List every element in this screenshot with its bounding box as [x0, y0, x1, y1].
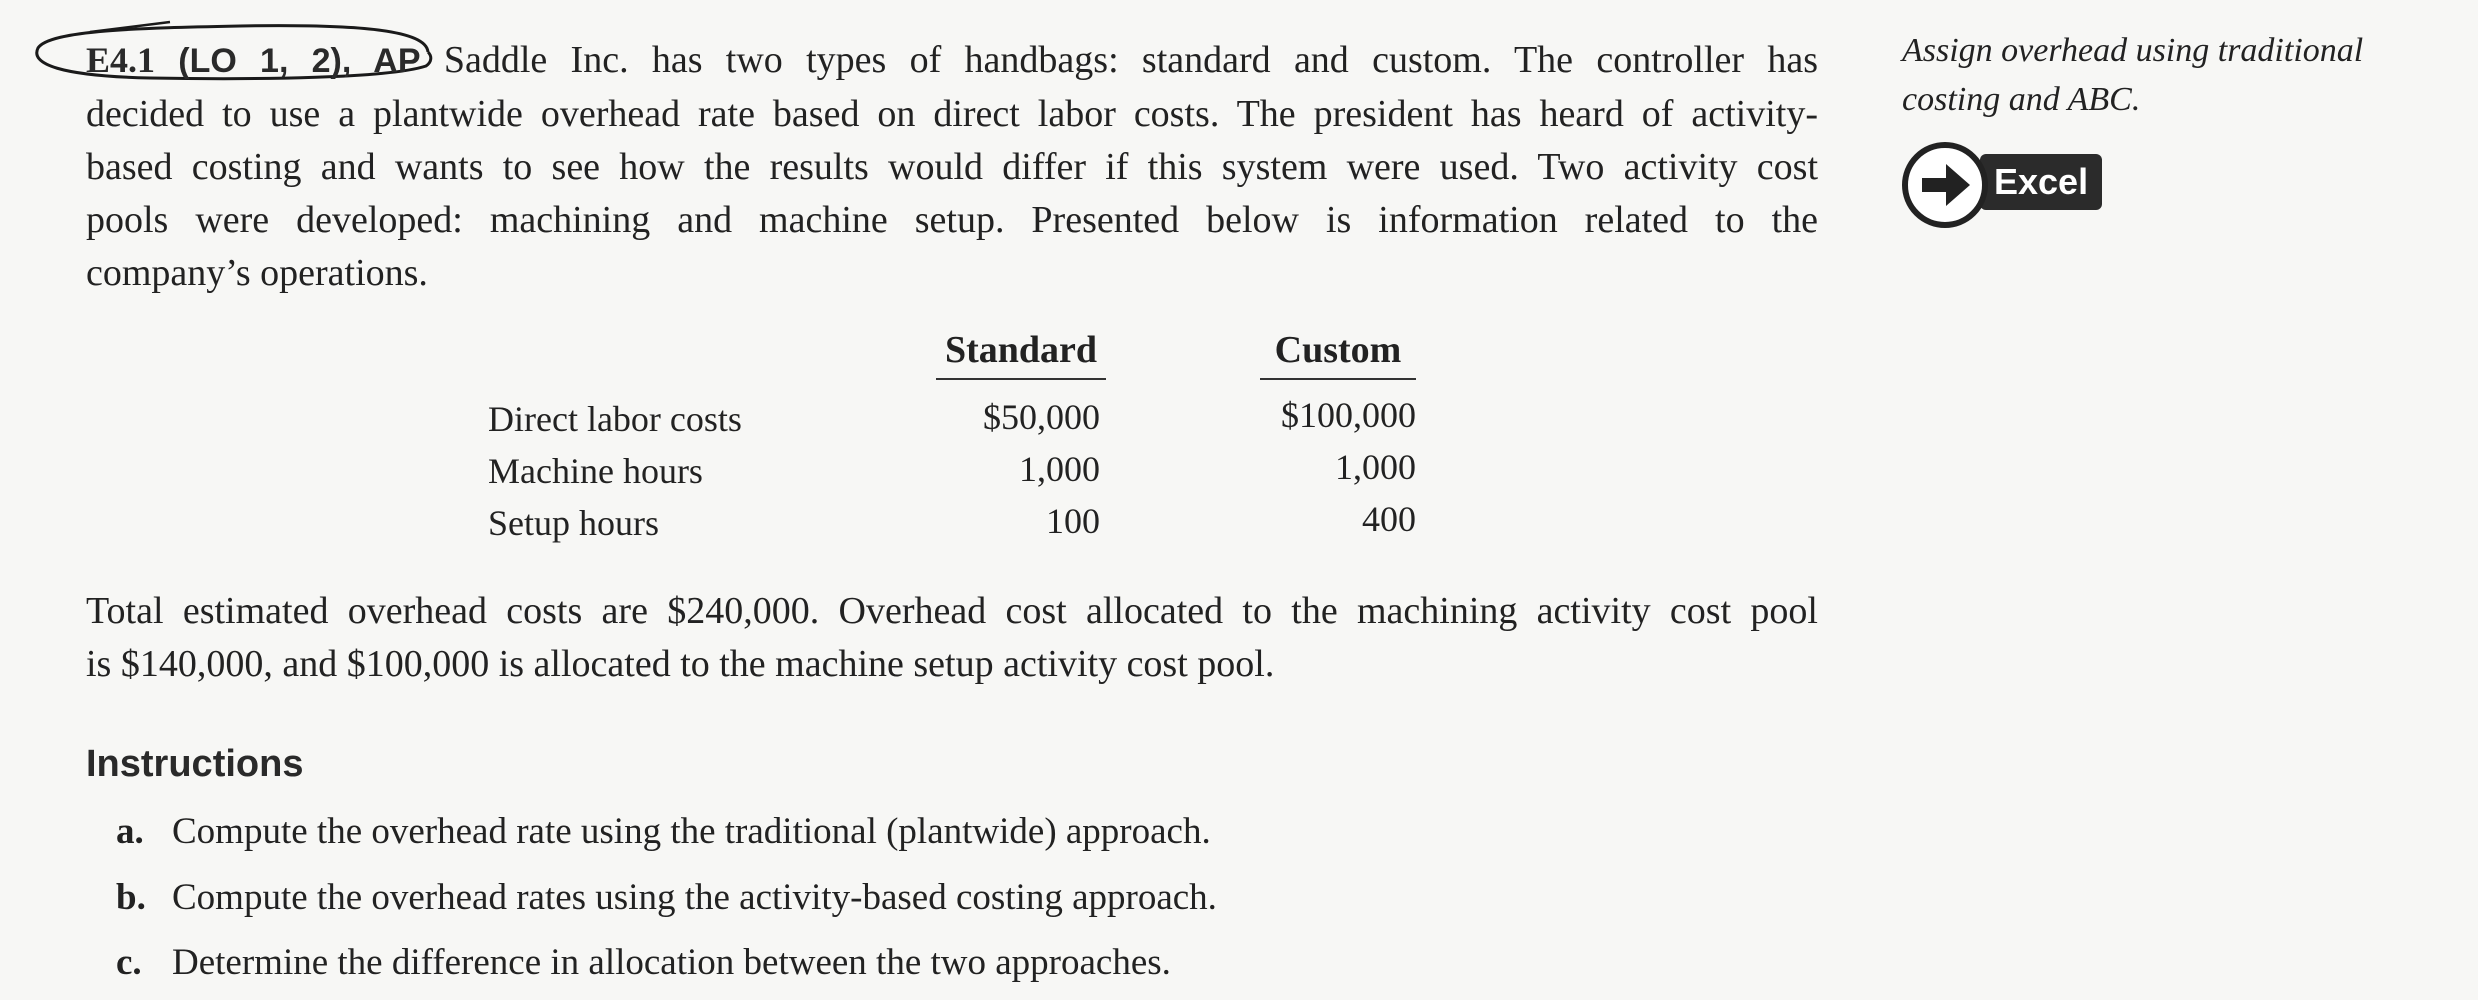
cost-data-table: [488, 328, 1428, 558]
instruction-text: Determine the difference in allocation between the two approaches.: [172, 942, 1171, 983]
arrow-right-circle-icon: [1900, 140, 1990, 230]
intro-line-5: company’s operations.: [86, 252, 428, 294]
margin-note-line-1: Assign overhead using traditional: [1902, 32, 2364, 69]
instruction-item-b: [116, 876, 1217, 919]
column-header-standard: Standard: [936, 328, 1106, 380]
instructions-heading: Instructions: [86, 743, 304, 785]
cell-custom-machine-hours: 1,000: [1335, 447, 1416, 487]
instruction-item-a: [116, 810, 1211, 853]
row-label-direct-labor: Direct labor costs: [488, 399, 742, 439]
overhead-paragraph: [86, 585, 1818, 691]
margin-note: [1902, 26, 2442, 124]
intro-line-3: based costing and wants to see how the results would differ if this system were used. Two activity cost: [86, 146, 1818, 188]
cell-standard-machine-hours: 1,000: [1019, 449, 1100, 489]
row-label-machine-hours: Machine hours: [488, 451, 703, 491]
overhead-line-2: is $140,000, and $100,000 is allocated to the machine setup activity cost pool.: [86, 643, 1275, 685]
margin-note-line-2: costing and ABC.: [1902, 81, 2141, 118]
exercise-objectives: (LO 1, 2), AP: [178, 42, 421, 80]
exercise-label: E4.1: [86, 40, 156, 80]
intro-line-2: decided to use a plantwide overhead rate based on direct labor costs. The president has heard of activity-: [86, 93, 1818, 135]
instruction-letter: c.: [116, 942, 142, 983]
excel-label: Excel: [1980, 154, 2102, 210]
intro-line-4: pools were developed: machining and machine setup. Presented below is information related to the: [86, 199, 1818, 241]
instruction-item-c: [116, 941, 1171, 984]
intro-line-1: [86, 34, 1818, 88]
excel-badge: [1900, 140, 2140, 232]
cell-standard-setup-hours: 100: [1046, 501, 1100, 541]
overhead-line-1: Total estimated overhead costs are $240,000. Overhead cost allocated to the machining activity cost pool: [86, 590, 1818, 632]
column-header-custom: Custom: [1260, 328, 1416, 380]
instruction-text: Compute the overhead rate using the traditional (plantwide) approach.: [172, 811, 1211, 852]
intro-text-1: Saddle Inc. has two types of handbags: standard and custom. The controller has: [443, 39, 1819, 81]
instruction-text: Compute the overhead rates using the activity-based costing approach.: [172, 877, 1217, 918]
exercise-intro-paragraph: [86, 34, 1818, 300]
instruction-letter: b.: [116, 877, 146, 918]
cell-custom-setup-hours: 400: [1362, 499, 1416, 539]
row-label-setup-hours: Setup hours: [488, 503, 659, 543]
cell-custom-direct-labor: $100,000: [1281, 395, 1416, 435]
cell-standard-direct-labor: $50,000: [983, 397, 1100, 437]
instruction-letter: a.: [116, 811, 144, 852]
exercise-number: [86, 42, 421, 80]
